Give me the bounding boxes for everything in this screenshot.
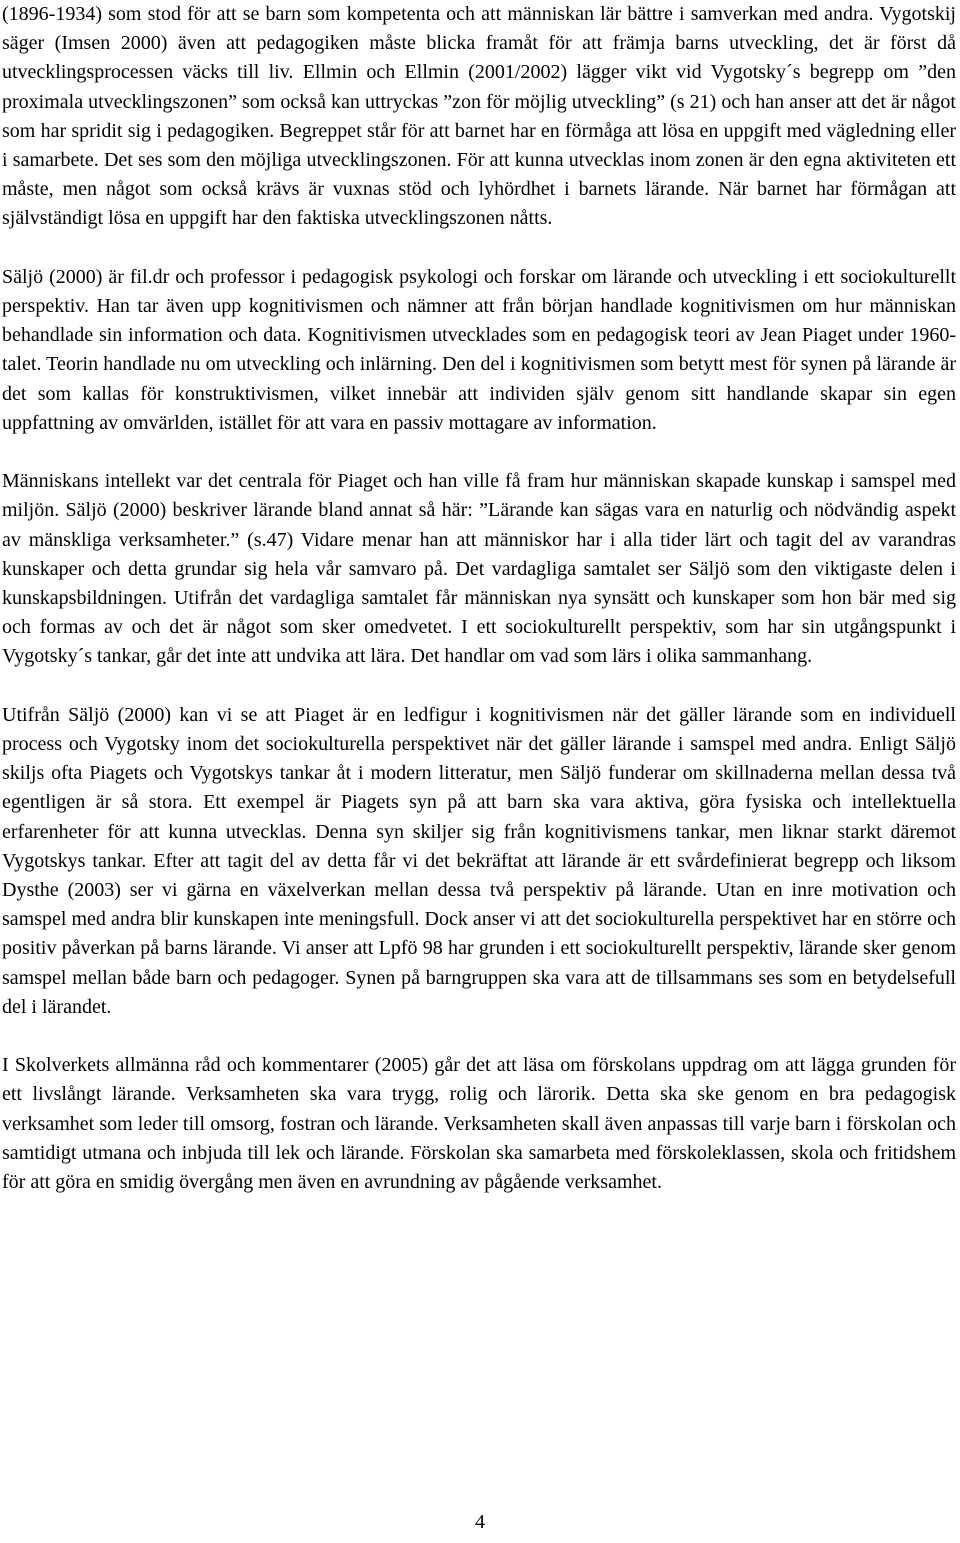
paragraph-4: Utifrån Säljö (2000) kan vi se att Piaget är en ledfigur i kognitivismen när det gäller lärande som en individuell process och Vygotsky inom det sociokulturella perspektivet när det gäller lärande i samspel med andra. Enligt Säljö skiljs ofta Piagets och Vygotskys tankar åt i modern litteratur, men Säljö funderar om skillnaderna mellan dessa två egentligen är så stora. Ett exempel är Piagets syn på att barn ska vara aktiva, göra fysiska och intellektuella erfarenheter för att kunna utvecklas. Denna syn skiljer sig från kognitivismens tankar, men liknar starkt däremot Vygotskys tankar. Efter att tagit del av detta får vi det bekräftat att lärande är ett svårdefinierat begrepp och liksom Dysthe (2003) ser vi gärna en växelverkan mellan dessa två perspektiv på lärande. Utan en inre motivation och samspel med andra blir kunskapen inte meningsfull. Dock anser vi att det sociokulturella perspektivet har en större och positiv påverkan på barns lärande. Vi anser att Lpfö 98 har grunden i ett sociokulturellt perspektiv, lärande sker genom samspel mellan både barn och pedagoger. Synen på barngruppen ska vara att de tillsammans ses som en betydelsefull del i lärandet. — [2, 703, 956, 1018]
paragraph-gap — [2, 438, 956, 467]
paragraph-gap — [2, 1022, 956, 1051]
paragraph-5: I Skolverkets allmänna råd och kommentarer (2005) går det att läsa om förskolans uppdrag om att lägga grunden för ett livslångt lärande. Verksamheten ska vara trygg, rolig och lärorik. Detta ska ske genom en bra pedagogisk verksamhet som leder till omsorg, fostran och lärande. Verksamheten skall även anpassas till varje barn i förskolan och samtidigt utmana och inbjuda till lek och lärande. Förskolan ska samarbeta med förskoleklassen, skola och fritidshem för att göra en smidig övergång men även en avrundning av pågående verksamhet. — [2, 1054, 956, 1194]
paragraph-gap — [2, 234, 956, 263]
page-number: 4 — [475, 1511, 485, 1533]
paragraph-2: Säljö (2000) är fil.dr och professor i pedagogisk psykologi och forskar om lärande och utveckling i ett sociokulturellt perspektiv. Han tar även upp kognitivismen och nämner att från början handlade kognitivismen om hur människan behandlade sin information och data. Kognitivismen utvecklades som en pedagogisk teori av Jean Piaget under 1960-talet. Teorin handlade nu om utveckling och inlärning. Den del i kognitivismen som betytt mest för synen på lärande är det som kallas för konstruktivismen, vilket innebär att individen själv genom sitt handlande skapar sin egen uppfattning av omvärlden, istället för att vara en passiv mottagare av information. — [2, 265, 956, 434]
body-text — [2, 0, 956, 1197]
paragraph-gap — [2, 672, 956, 701]
paragraph-1: (1896-1934) som stod för att se barn som kompetenta och att människan lär bättre i samverkan med andra. Vygotskij säger (Imsen 2000) även att pedagogiken måste blicka framåt för att främja barns utveckling, det är först då utvecklingsprocessen väcks till liv. Ellmin och Ellmin (2001/2002) lägger vikt vid Vygotsky´s begrepp om ”den proximala utvecklingszonen” som också kan uttryckas ”zon för möjlig utveckling” (s 21) och han anser att det är något som har spridit sig i pedagogiken. Begreppet står för att barnet har en förmåga att lösa en uppgift med vägledning eller i samarbete. Det ses som den möjliga utvecklingszonen. För att kunna utvecklas inom zonen är den egna aktiviteten ett måste, men något som också krävs är vuxnas stöd och lyhördhet i barnets lärande. När barnet har förmågan att självständigt lösa en uppgift har den faktiska utvecklingszonen nåtts. — [2, 3, 956, 230]
paragraph-3: Människans intellekt var det centrala för Piaget och han ville få fram hur människan skapade kunskap i samspel med miljön. Säljö (2000) beskriver lärande bland annat så här: ”Lärande kan sägas vara en naturlig och nödvändig aspekt av mänskliga verksamheter.” (s.47) Vidare menar han att människor har i alla tider lärt och tagit del av varandras kunskaper och detta grundar sig hela vår samvaro på. Det vardagliga samtalet ser Säljö som den viktigaste delen i kunskapsbildningen. Utifrån det vardagliga samtalet får människan nya synsätt och kunskaper som hon bär med sig och formas av och det är något som sker omedvetet. I ett sociokulturellt perspektiv, som har sin utgångspunkt i Vygotsky´s tankar, går det inte att undvika att lära. Det handlar om vad som lärs i olika sammanhang. — [2, 470, 956, 668]
